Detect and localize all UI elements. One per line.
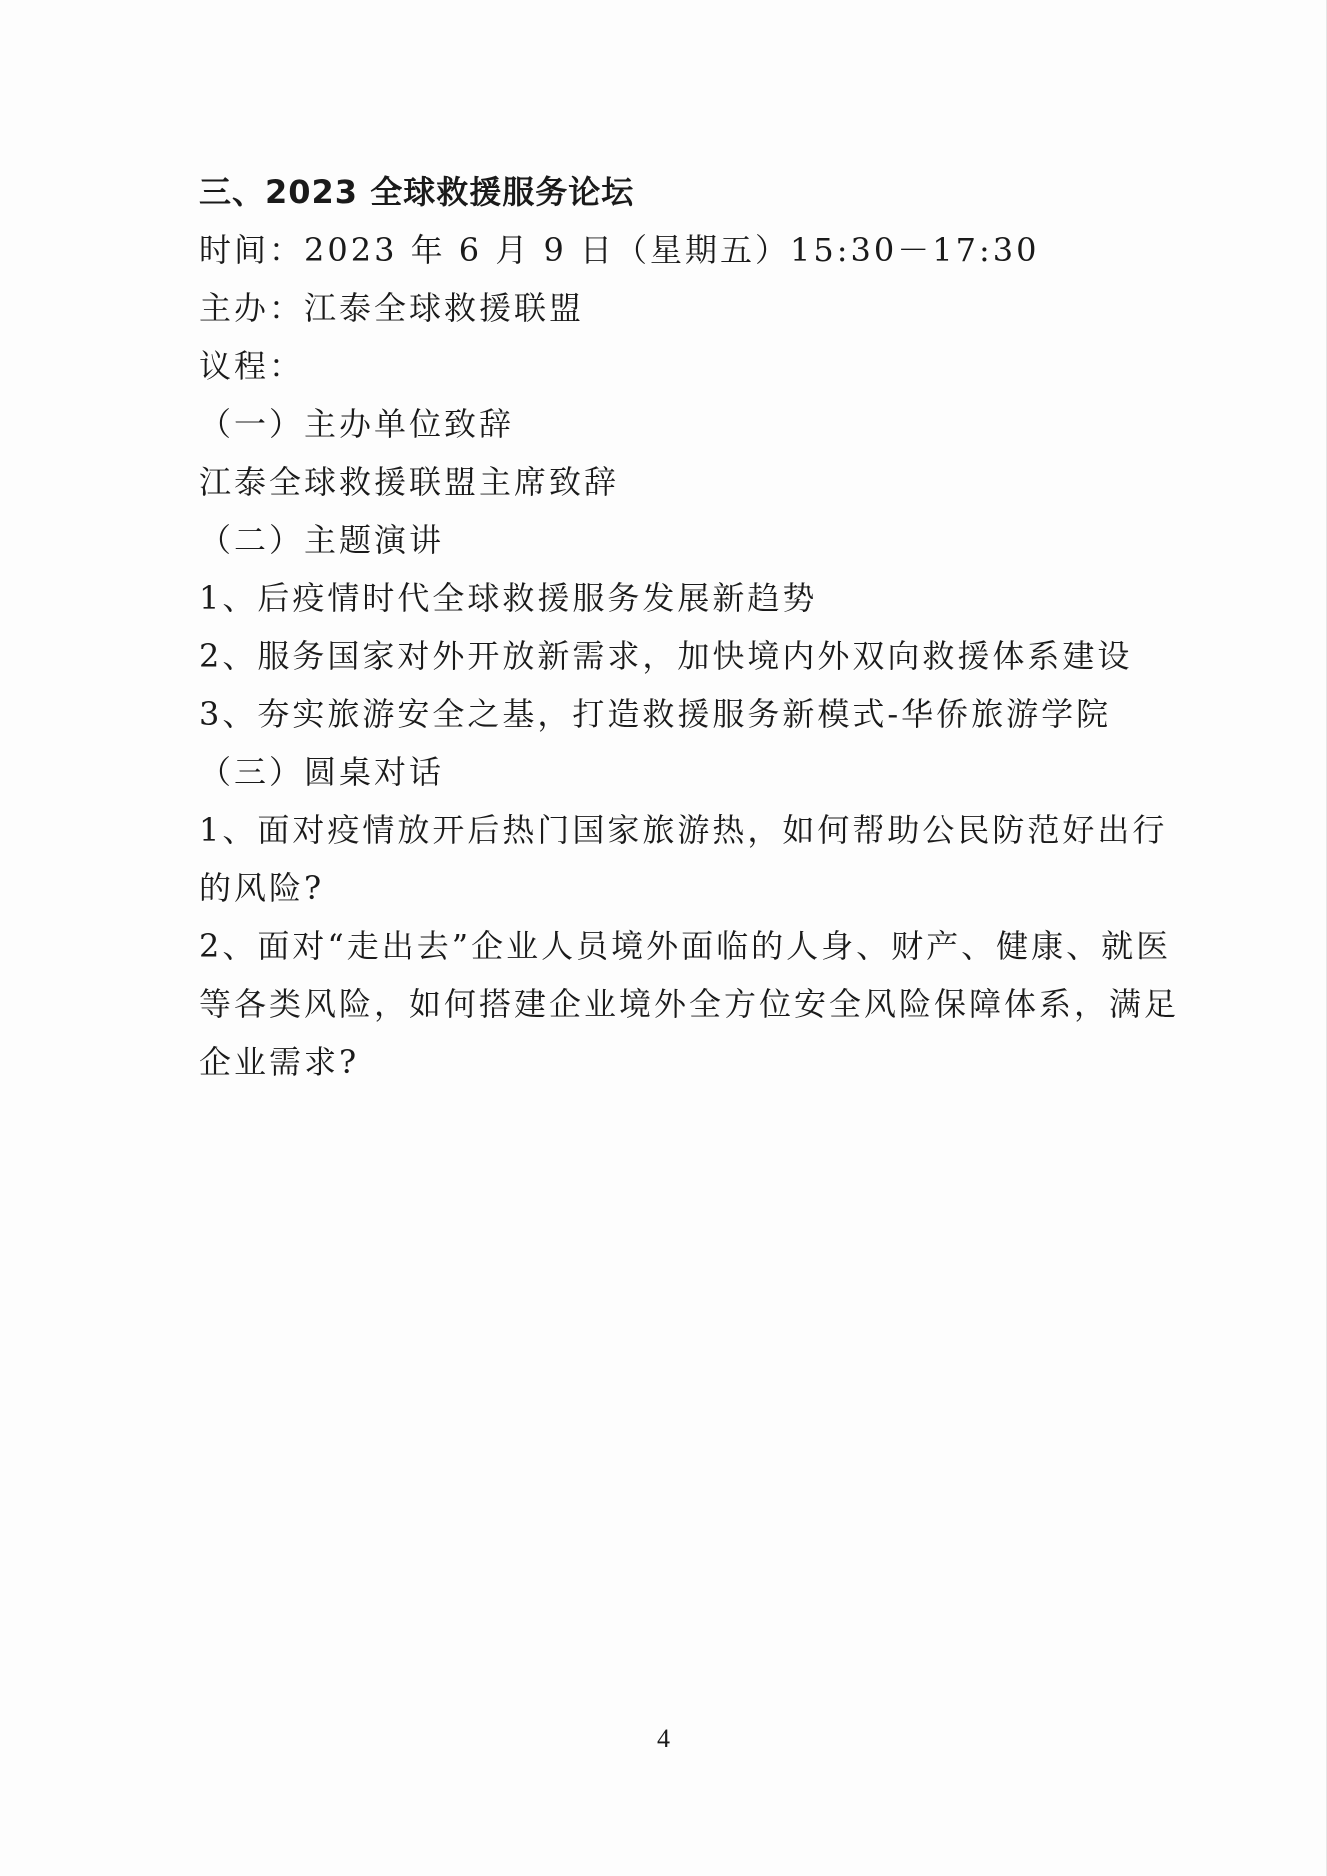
part2-item-2: 2、服务国家对外开放新需求，加快境内外双向救援体系建设 [199,637,1133,675]
part3-question-2-line-1: 2、面对“走出去”企业人员境外面临的人身、财产、健康、就医 [199,927,1172,965]
part3-question-2-line-2: 等各类风险，如何搭建企业境外全方位安全风险保障体系，满足 [199,985,1180,1023]
part1-item: 江泰全球救援联盟主席致辞 [199,463,620,501]
agenda-label: 议程： [199,347,305,385]
part3-question-1-line-2: 的风险? [199,869,325,907]
part3-question-2-line-3: 企业需求? [199,1043,360,1081]
part2-item-1: 1、后疫情时代全球救援服务发展新趋势 [199,579,818,617]
page-number: 4 [657,1724,670,1753]
part2-item-3: 3、夯实旅游安全之基，打造救援服务新模式-华侨旅游学院 [199,695,1112,733]
part2-heading: （二）主题演讲 [199,521,445,559]
part3-heading: （三）圆桌对话 [199,753,445,791]
section-title: 三、2023 全球救援服务论坛 [199,173,635,211]
part1-heading: （一）主办单位致辞 [199,405,515,443]
time-line: 时间：2023 年 6 月 9 日（星期五）15:30－17:30 [199,231,1040,269]
host-line: 主办：江泰全球救援联盟 [199,289,585,327]
part3-question-1-line-1: 1、面对疫情放开后热门国家旅游热，如何帮助公民防范好出行 [199,811,1168,849]
